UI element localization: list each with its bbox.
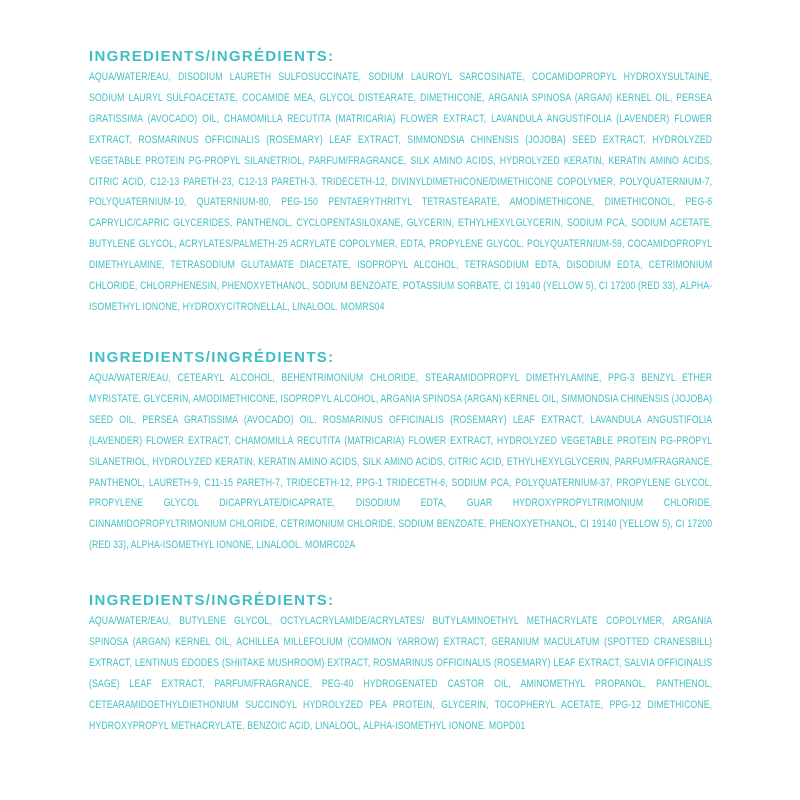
section-heading: INGREDIENTS/INGRÉDIENTS: bbox=[89, 48, 335, 65]
ingredients-list: AQUA/WATER/EAU, BUTYLENE GLYCOL, OCTYLACRYLAMIDE/ACRYLATES/ BUTYLAMINOETHYL METHACRYLATE COPOLYMER, ARGANIA SPINOSA (ARGAN) KERNEL OIL, ACHILLEA MILLEFOLIUM (COMMON YARROW) EXTRACT, GERANIUM MACULATUM (SPOTTED CRANESBILL) EXTRACT, LENTINUS EDODES (SHIITAKE MUSHROOM) EXTRACT, ROSMARINUS OFFICINALIS (ROSEMARY) LEAF EXTRACT, SALVIA OFFICINALIS (SAGE) LEAF EXTRACT, PARFUM/FRAGRANCE, PEG-40 HYDROGENATED CASTOR OIL, AMINOMETHYL PROPANOL, PANTHENOL, CETEARAMIDOETHYLDIETHONIUM SUCCINOYL HYDROLYZED PEA PROTEIN, GLYCERIN, TOCOPHERYL ACETATE, PPG-12 DIMETHICONE, HYDROXYPROPYL METHACRYLATE, BENZOIC ACID, LINALOOL, ALPHA-ISOMETHYL IONONE. MOPD01 bbox=[89, 615, 713, 732]
ingredients-section-1 bbox=[89, 47, 712, 318]
section-heading: INGREDIENTS/INGRÉDIENTS: bbox=[89, 349, 335, 366]
ingredients-list: AQUA/WATER/EAU, DISODIUM LAURETH SULFOSUCCINATE, SODIUM LAUROYL SARCOSINATE, COCAMIDOPROPYL HYDROXYSULTAINE, SODIUM LAURYL SULFOACETATE, COCAMIDE MEA, GLYCOL DISTEARATE, DIMETHICONE, ARGANIA SPINOSA (ARGAN) KERNEL OIL, PERSEA GRATISSIMA (AVOCADO) OIL, CHAMOMILLA RECUTITA (MATRICARIA) FLOWER EXTRACT, LAVANDULA ANGUSTIFOLIA (LAVENDER) FLOWER EXTRACT, ROSMARINUS OFFICINALIS (ROSEMARY) LEAF EXTRACT, SIMMONDSIA CHINENSIS (JOJOBA) SEED EXTRACT, HYDROLYZED VEGETABLE PROTEIN PG-PROPYL SILANETRIOL, PARFUM/FRAGRANCE, SILK AMINO ACIDS, HYDROLYZED KERATIN, KERATIN AMINO ACIDS, CITRIC ACID, C12-13 PARETH-23, C12-13 PARETH-3, TRIDECETH-12, DIVINYLDIMETHICONE/DIMETHICONE COPOLYMER, POLYQUATERNIUM-7, POLYQUATERNIUM-10, QUATERNIUM-80, PEG-150 PENTAERYTHRITYL TETRASTEARATE, AMODIMETHICONE, DIMETHICONOL, PEG-6 CAPRYLIC/CAPRIC GLYCERIDES, PANTHENOL, CYCLOPENTASILOXANE, GLYCERIN, ETHYLHEXYLGLYCERIN, SODIUM PCA, SODIUM ACETATE, BUTYLENE GLYCOL, ACRYLATES/PALMETH-25 ACRYLATE COPOLYMER, EDTA, PROPYLENE GLYCOL, POLYQUATERNIUM-59, COCAMIDOPROPYL DIMETHYLAMINE, TETRASODIUM GLUTAMATE DIACETATE, ISOPROPYL ALCOHOL, TETRASODIUM EDTA, DISODIUM EDTA, CETRIMONIUM CHLORIDE, CHLORPHENESIN, PHENOXYETHANOL, SODIUM BENZOATE, POTASSIUM SORBATE, CI 19140 (YELLOW 5), CI 17200 (RED 33), ALPHA-ISOMETHYL IONONE, HYDROXYCITRONELLAL, LINALOOL. MOMRS04 bbox=[89, 71, 713, 313]
ingredients-list: AQUA/WATER/EAU, CETEARYL ALCOHOL, BEHENTRIMONIUM CHLORIDE, STEARAMIDOPROPYL DIMETHYLAMINE, PPG-3 BENZYL ETHER MYRISTATE, GLYCERIN, AMODIMETHICONE, ISOPROPYL ALCOHOL, ARGANIA SPINOSA (ARGAN) KERNEL OIL, SIMMONDSIA CHINENSIS (JOJOBA) SEED OIL, PERSEA GRATISSIMA (AVOCADO) OIL, ROSMARINUS OFFICINALIS (ROSEMARY) LEAF EXTRACT, LAVANDULA ANGUSTIFOLIA (LAVENDER) FLOWER EXTRACT, CHAMOMILLA RECUTITA (MATRICARIA) FLOWER EXTRACT, HYDROLYZED VEGETABLE PROTEIN PG-PROPYL SILANETRIOL, HYDROLYZED KERATIN, KERATIN AMINO ACIDS, SILK AMINO ACIDS, CITRIC ACID, ETHYLHEXYLGLYCERIN, PARFUM/FRAGRANCE, PANTHENOL, LAURETH-9, C11-15 PARETH-7, TRIDECETH-12, PPG-1 TRIDECETH-6, SODIUM PCA, POLYQUATERNIUM-37, PROPYLENE GLYCOL, PROPYLENE GLYCOL DICAPRYLATE/DICAPRATE, DISODIUM EDTA, GUAR HYDROXYPROPYLTRIMONIUM CHLORIDE, CINNAMIDOPROPYLTRIMONIUM CHLORIDE, CETRIMONIUM CHLORIDE, SODIUM BENZOATE, PHENOXYETHANOL, CI 19140 (YELLOW 5), CI 17200 (RED 33), ALPHA-ISOMETHYL IONONE, LINALOOL. MOMRC02A bbox=[89, 372, 713, 552]
section-heading: INGREDIENTS/INGRÉDIENTS: bbox=[89, 592, 335, 609]
ingredients-section-3 bbox=[89, 591, 712, 736]
ingredients-section-2 bbox=[89, 348, 712, 556]
